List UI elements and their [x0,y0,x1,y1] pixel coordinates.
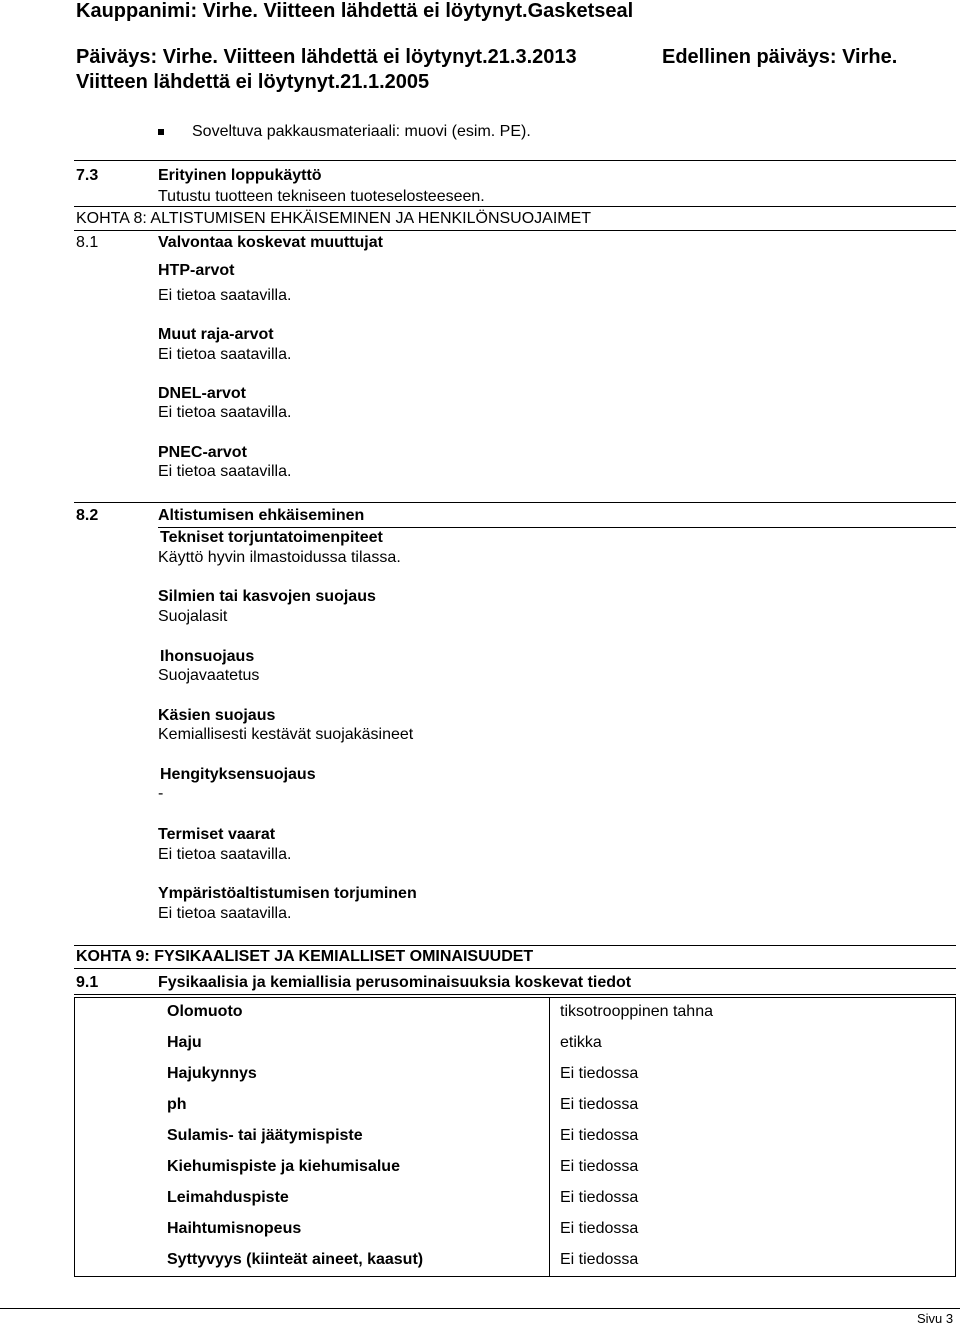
htp-label: HTP-arvot [158,262,235,279]
environmental-exposure-label: Ympäristöaltistumisen torjuminen [158,885,417,902]
property-value: etikka [560,1034,602,1051]
property-label: Kiehumispiste ja kiehumisalue [167,1158,400,1175]
divider [74,206,956,207]
section-7-3-title: Erityinen loppukäyttö [158,167,322,184]
property-label: ph [167,1096,187,1113]
thermal-hazards-label: Termiset vaarat [158,826,276,843]
property-label: Sulamis- tai jäätymispiste [167,1127,363,1144]
dnel-value: Ei tietoa saatavilla. [158,404,292,421]
header-trade-name-prefix: Kauppanimi: Virhe. Viitteen lähdettä ei löytynyt. [76,0,528,22]
property-value: Ei tiedossa [560,1065,639,1082]
header-trade-name [76,0,633,23]
eye-protection-value: Suojalasit [158,608,228,625]
dnel-label: DNEL-arvot [158,385,247,402]
respiratory-protection-value: - [158,785,164,802]
property-label: Leimahduspiste [167,1189,289,1206]
property-value: Ei tiedossa [560,1189,639,1206]
property-value: Ei tiedossa [560,1096,639,1113]
page-number: Sivu 3 [917,1311,954,1326]
property-value: Ei tiedossa [560,1127,639,1144]
section-8-1-title: Valvontaa koskevat muuttujat [158,234,383,251]
packaging-material: Soveltuva pakkausmateriaali: muovi (esim. PE). [192,123,531,140]
divider [74,994,956,995]
header-previous-date-prefix: Viitteen lähdettä ei löytynyt. [76,71,341,93]
header-previous-date: Edellinen päiväys: Virhe. [662,46,898,68]
skin-protection-value: Suojavaatetus [158,667,260,684]
technical-controls-value: Käyttö hyvin ilmastoidussa tilassa. [158,549,401,566]
other-limits-label: Muut raja-arvot [158,326,274,343]
footer-divider [0,1308,960,1309]
header-date [76,46,577,69]
technical-controls-label: Tekniset torjuntatoimenpiteet [160,529,383,546]
other-limits-value: Ei tietoa saatavilla. [158,346,292,363]
property-value: Ei tiedossa [560,1251,639,1268]
hand-protection-value: Kemiallisesti kestävät suojakäsineet [158,726,414,743]
property-value: Ei tiedossa [560,1158,639,1175]
thermal-hazards-value: Ei tietoa saatavilla. [158,846,292,863]
table-column-divider [549,997,550,1277]
section-8-2-title: Altistumisen ehkäiseminen [158,507,365,524]
section-9-1-title: Fysikaalisia ja kemiallisia perusominaisuuksia koskevat tiedot [158,974,632,991]
section-7-3-text: Tutustu tuotteen tekniseen tuoteselosteeseen. [158,188,485,205]
property-label: Haju [167,1034,202,1051]
property-label: Hajukynnys [167,1065,257,1082]
pnec-label: PNEC-arvot [158,444,247,461]
divider [74,968,956,969]
divider [158,527,956,528]
property-label: Haihtumisnopeus [167,1220,302,1237]
environmental-exposure-value: Ei tietoa saatavilla. [158,905,292,922]
section-8-1-number: 8.1 [76,234,99,251]
property-label: Olomuoto [167,1003,243,1020]
divider [74,160,956,161]
header-previous-date-cont [76,71,429,94]
header-date-value: 21.3.2013 [487,46,577,68]
kohta-8-title: KOHTA 8: ALTISTUMISEN EHKÄISEMINEN JA HENKILÖNSUOJAIMET [76,210,592,227]
respiratory-protection-label: Hengityksensuojaus [160,766,316,783]
bullet-icon [158,129,164,135]
hand-protection-label: Käsien suojaus [158,707,276,724]
pnec-value: Ei tietoa saatavilla. [158,463,292,480]
header-date-prefix: Päiväys: Virhe. Viitteen lähdettä ei löytynyt. [76,46,488,68]
eye-protection-label: Silmien tai kasvojen suojaus [158,588,376,605]
divider [74,230,956,231]
section-7-3-number: 7.3 [76,167,99,184]
kohta-9-title: KOHTA 9: FYSIKAALISET JA KEMIALLISET OMINAISUUDET [76,948,534,965]
section-9-1-number: 9.1 [76,974,99,991]
section-8-2-number: 8.2 [76,507,99,524]
property-value: Ei tiedossa [560,1220,639,1237]
header-product-name: Gasketseal [527,0,634,22]
divider [74,502,956,503]
htp-value: Ei tietoa saatavilla. [158,287,292,304]
skin-protection-label: Ihonsuojaus [160,648,255,665]
property-value: tiksotrooppinen tahna [560,1003,713,1020]
divider [74,945,956,946]
property-label: Syttyvyys (kiinteät aineet, kaasut) [167,1251,424,1268]
header-previous-date-value: 21.1.2005 [340,71,430,93]
